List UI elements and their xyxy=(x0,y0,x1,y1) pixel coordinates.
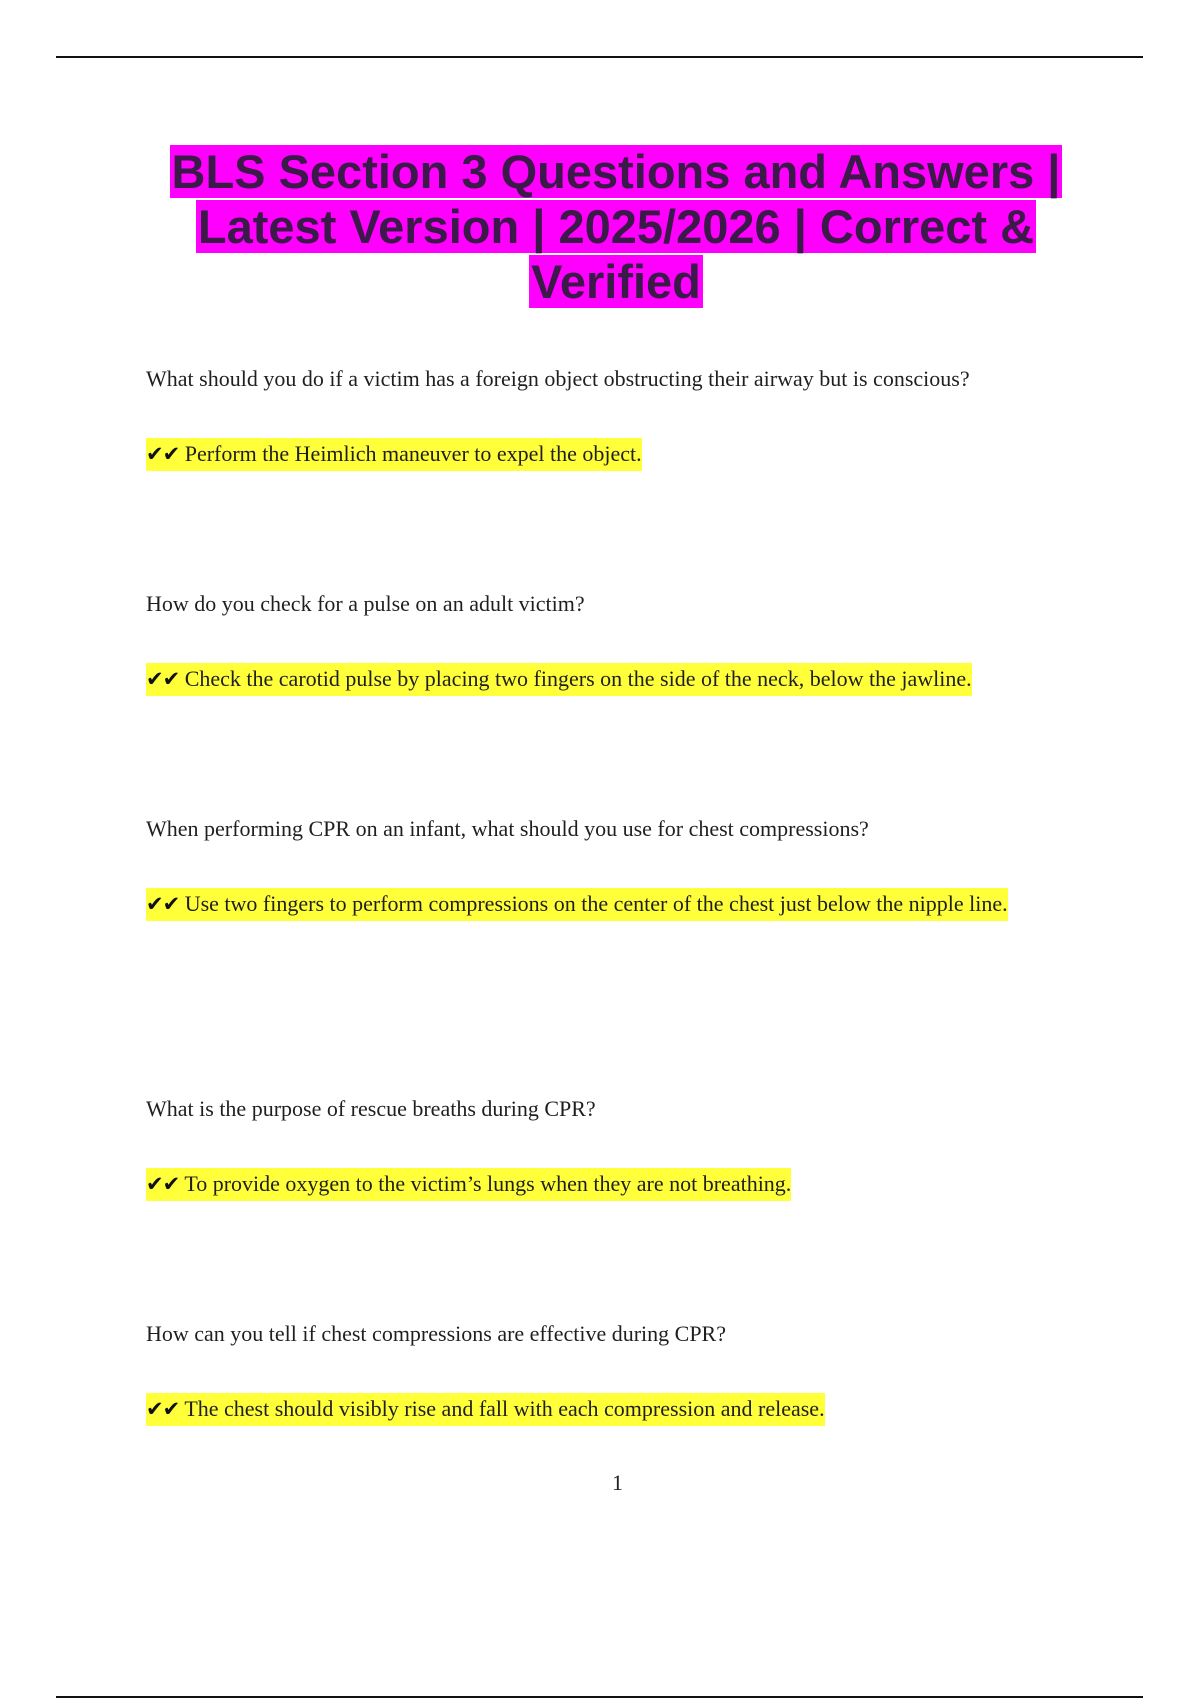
page-number: 1 xyxy=(612,1470,623,1495)
question-text: When performing CPR on an infant, what should you use for chest compressions? xyxy=(146,816,869,841)
qa-item xyxy=(146,1320,1066,1440)
question-text: What should you do if a victim has a foreign object obstructing their airway but is conscious? xyxy=(146,366,970,391)
check-icon: ✔✔ xyxy=(146,892,180,916)
answer-highlight xyxy=(146,888,1008,921)
check-icon: ✔✔ xyxy=(146,1172,180,1196)
answer-text xyxy=(146,423,1066,485)
question-text: How can you tell if chest compressions are effective during CPR? xyxy=(146,1321,726,1346)
answer-label: The chest should visibly rise and fall with each compression and release. xyxy=(184,1396,825,1421)
question-text: What is the purpose of rescue breaths during CPR? xyxy=(146,1096,596,1121)
title-block xyxy=(110,144,1122,309)
question-text: How do you check for a pulse on an adult victim? xyxy=(146,591,585,616)
answer-text xyxy=(146,873,1066,935)
answer-highlight xyxy=(146,1393,825,1426)
check-icon: ✔✔ xyxy=(146,1397,180,1421)
answer-highlight xyxy=(146,438,642,471)
qa-item xyxy=(146,590,1066,710)
answer-highlight xyxy=(146,1168,791,1201)
answer-label: Perform the Heimlich maneuver to expel the object. xyxy=(184,441,642,466)
check-icon: ✔✔ xyxy=(146,667,180,691)
bottom-rule xyxy=(56,1696,1143,1698)
answer-label: Use two fingers to perform compressions on the center of the chest just below the nipple line. xyxy=(184,891,1008,916)
answer-label: To provide oxygen to the victim’s lungs when they are not breathing. xyxy=(184,1171,792,1196)
qa-item xyxy=(146,815,1066,935)
answer-label: Check the carotid pulse by placing two fingers on the side of the neck, below the jawline. xyxy=(184,666,972,691)
answer-highlight xyxy=(146,663,972,696)
qa-item xyxy=(146,1095,1066,1215)
top-rule xyxy=(56,56,1143,58)
answer-text xyxy=(146,1378,1066,1440)
qa-item xyxy=(146,365,1066,485)
answer-text xyxy=(146,648,1066,710)
answer-text xyxy=(146,1153,1066,1215)
document-title: BLS Section 3 Questions and Answers | Latest Version | 2025/2026 | Correct & Verified xyxy=(171,145,1061,308)
check-icon: ✔✔ xyxy=(146,442,180,466)
